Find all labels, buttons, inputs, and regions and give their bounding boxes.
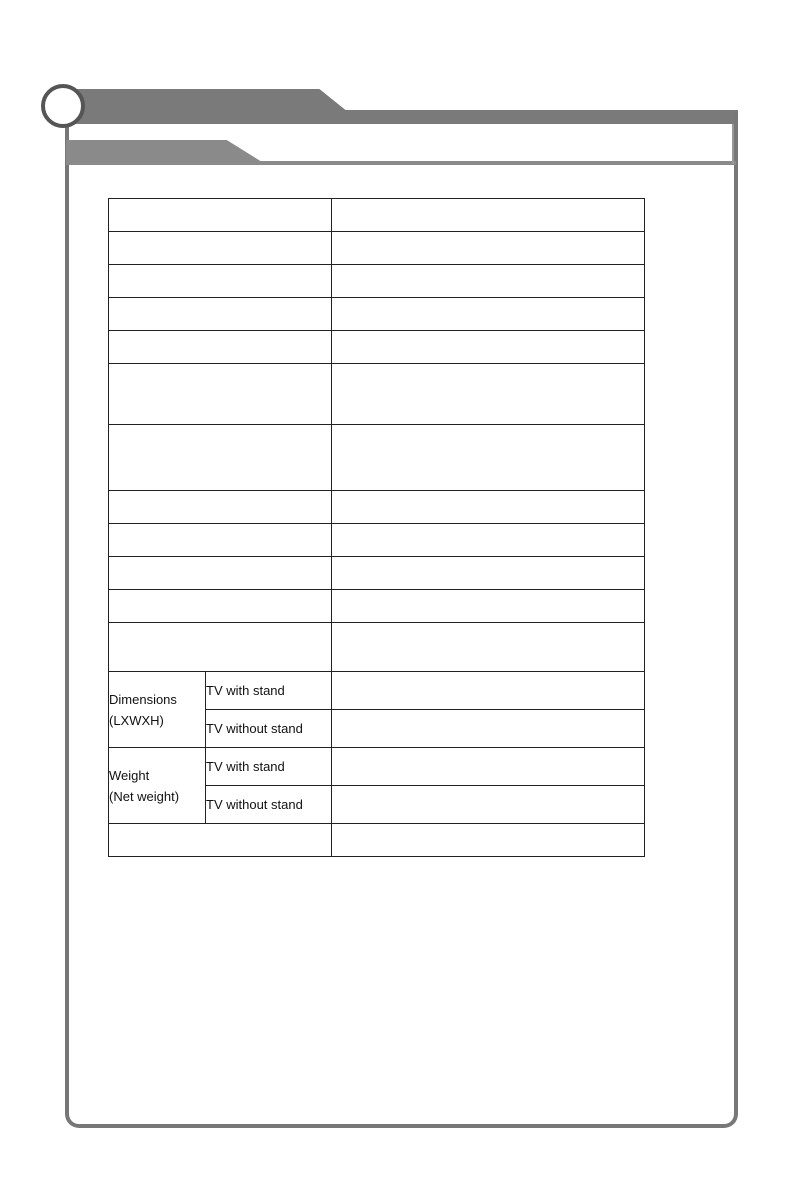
- table-row: [109, 491, 645, 524]
- weight-with-stand-value: [332, 748, 645, 786]
- table-row: [109, 824, 645, 857]
- spec-value-cell: [332, 298, 645, 331]
- table-row: [109, 524, 645, 557]
- weight-label: [109, 748, 206, 824]
- spec-label-cell: [109, 425, 332, 491]
- spec-value-cell: [332, 265, 645, 298]
- spec-label-cell: [109, 199, 332, 232]
- spec-label-cell: [109, 623, 332, 672]
- dimensions-with-stand-value: [332, 672, 645, 710]
- table-row: [109, 331, 645, 364]
- spec-label-cell: [109, 557, 332, 590]
- spec-value-cell: [332, 824, 645, 857]
- spec-label-cell: [109, 265, 332, 298]
- dimensions-without-stand-value: [332, 710, 645, 748]
- spec-label-cell: [109, 824, 332, 857]
- weight-label-text: Weight (Net weight): [109, 767, 180, 804]
- table-row: [109, 557, 645, 590]
- spec-value-cell: [332, 199, 645, 232]
- spec-value-cell: [332, 590, 645, 623]
- spec-value-cell: [332, 524, 645, 557]
- spec-label-cell: [109, 298, 332, 331]
- weight-with-stand-row: [109, 748, 645, 786]
- spec-value-cell: [332, 623, 645, 672]
- spec-label-cell: [109, 491, 332, 524]
- spec-value-cell: [332, 232, 645, 265]
- weight-with-stand-label: TV with stand: [206, 748, 332, 786]
- section-side-rule: [732, 124, 734, 164]
- dimensions-with-stand-row: [109, 672, 645, 710]
- table-row: [109, 425, 645, 491]
- table-row: [109, 364, 645, 425]
- spec-label-cell: [109, 590, 332, 623]
- table-row: [109, 199, 645, 232]
- spec-label-cell: [109, 524, 332, 557]
- dimensions-label: [109, 672, 206, 748]
- spec-label-cell: [109, 331, 332, 364]
- table-row: [109, 232, 645, 265]
- spec-label-cell: [109, 364, 332, 425]
- chapter-number-badge: [41, 84, 85, 128]
- section-divider: [66, 161, 736, 165]
- chapter-tab: [62, 89, 348, 112]
- dimensions-label-text: Dimensions (LXWXH): [109, 691, 177, 728]
- weight-without-stand-value: [332, 786, 645, 824]
- spec-value-cell: [332, 364, 645, 425]
- spec-label-cell: [109, 232, 332, 265]
- weight-without-stand-label: TV without stand: [206, 786, 332, 824]
- specifications-table: [108, 198, 645, 857]
- spec-value-cell: [332, 425, 645, 491]
- dimensions-without-stand-label: TV without stand: [206, 710, 332, 748]
- spec-value-cell: [332, 331, 645, 364]
- spec-value-cell: [332, 491, 645, 524]
- table-row: [109, 298, 645, 331]
- table-row: [109, 265, 645, 298]
- spec-value-cell: [332, 557, 645, 590]
- dimensions-with-stand-label: TV with stand: [206, 672, 332, 710]
- table-row: [109, 623, 645, 672]
- table-row: [109, 590, 645, 623]
